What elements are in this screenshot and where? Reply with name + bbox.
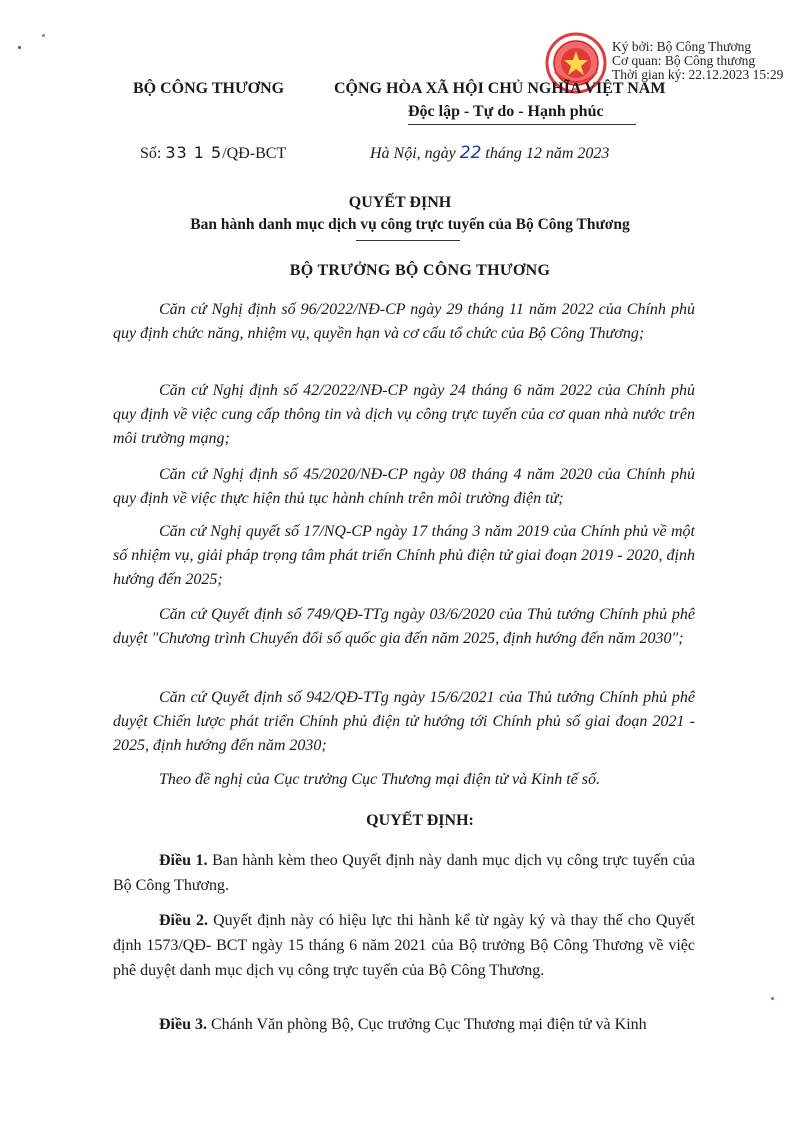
article-label: Điều 1.: [159, 852, 208, 869]
signature-time: Thời gian ký: 22.12.2023 15:29: [612, 67, 784, 82]
document-number-suffix: /QĐ-BCT: [222, 145, 287, 162]
preamble-paragraph: Căn cứ Nghị định số 96/2022/NĐ-CP ngày 29 tháng 11 năm 2022 của Chính phủ quy định chức năng, nhiệm vụ, quyền hạn và cơ cấu tổ chức của Bộ Công Thương;: [113, 301, 695, 342]
preamble-paragraph: Căn cứ Nghị định số 42/2022/NĐ-CP ngày 24 tháng 6 năm 2022 của Chính phủ quy định về việc cung cấp thông tin và dịch vụ công trực tuyến của cơ quan nhà nước trên môi trường mạng;: [113, 382, 695, 447]
national-title: CỘNG HÒA XÃ HỘI CHỦ NGHĨA VIỆT NAM: [334, 80, 666, 97]
handwritten-day: 22: [459, 143, 482, 163]
article-1: [113, 848, 695, 898]
scan-speck: [42, 34, 45, 37]
decision-heading: QUYẾT ĐỊNH:: [366, 812, 474, 829]
document-number-prefix: Số:: [140, 145, 162, 162]
document-subject: Ban hành danh mục dịch vụ công trực tuyến của Bộ Công Thương: [190, 216, 630, 233]
national-motto: Độc lập - Tự do - Hạnh phúc: [408, 103, 604, 120]
preamble-paragraph: Căn cứ Quyết định số 749/QĐ-TTg ngày 03/6/2020 của Thủ tướng Chính phủ phê duyệt "Chương trình Chuyển đổi số quốc gia đến năm 2025, định hướng đến năm 2030";: [113, 606, 695, 647]
document-number-value: 33 1 5: [165, 143, 223, 162]
article-text: Quyết định này có hiệu lực thi hành kể từ ngày ký và thay thế cho Quyết định 1573/QĐ- BCT ngày 15 tháng 6 năm 2021 của Bộ trưởng Bộ Công Thương về việc phê duyệt danh mục dịch vụ công trực tuyến của Bộ Công Thương.: [113, 912, 695, 979]
document-type: QUYẾT ĐỊNH: [348, 194, 452, 211]
article-2: [113, 908, 695, 983]
issuing-agency: BỘ CÔNG THƯƠNG: [133, 80, 285, 97]
signature-organization: Cơ quan: Bộ Công thương: [612, 53, 756, 68]
motto-underline: [408, 124, 636, 125]
preamble-paragraph: Theo đề nghị của Cục trưởng Cục Thương mại điện tử và Kinh tế số.: [159, 771, 601, 788]
scan-speck: [771, 997, 774, 1000]
signature-signer: Ký bởi: Bộ Công Thương: [612, 40, 752, 54]
article-3: [113, 1012, 695, 1037]
subject-underline: [356, 240, 460, 241]
article-text: Chánh Văn phòng Bộ, Cục trưởng Cục Thương mại điện tử và Kinh: [207, 1016, 647, 1033]
digital-signature-info: [612, 40, 800, 82]
article-label: Điều 2.: [159, 912, 209, 929]
preamble-paragraph: Căn cứ Quyết định số 942/QĐ-TTg ngày 15/6/2021 của Thủ tướng Chính phủ phê duyệt Chiến lược phát triển Chính phủ điện tử hướng tới Chính phủ số giai đoạn 2021 - 2025, định hướng đến năm 2030;: [113, 689, 695, 754]
document-number: [140, 143, 286, 163]
place-date-suffix: tháng 12 năm 2023: [485, 145, 610, 162]
preamble-paragraph: Căn cứ Nghị định số 45/2020/NĐ-CP ngày 08 tháng 4 năm 2020 của Chính phủ quy định về việc thực hiện thủ tục hành chính trên môi trường điện tử;: [113, 466, 695, 507]
place-date-prefix: Hà Nội, ngày: [370, 145, 456, 162]
place-and-date: [370, 143, 609, 163]
article-text: Ban hành kèm theo Quyết định này danh mục dịch vụ công trực tuyến của Bộ Công Thương.: [113, 852, 696, 894]
scan-speck: [18, 46, 21, 49]
issuing-authority: BỘ TRƯỞNG BỘ CÔNG THƯƠNG: [289, 262, 551, 279]
preamble-paragraph: Căn cứ Nghị quyết số 17/NQ-CP ngày 17 tháng 3 năm 2019 của Chính phủ về một số nhiệm vụ, giải pháp trọng tâm phát triển Chính phủ điện tử giai đoạn 2019 - 2020, định hướng đến 2025;: [113, 523, 695, 588]
article-label: Điều 3.: [159, 1016, 207, 1033]
